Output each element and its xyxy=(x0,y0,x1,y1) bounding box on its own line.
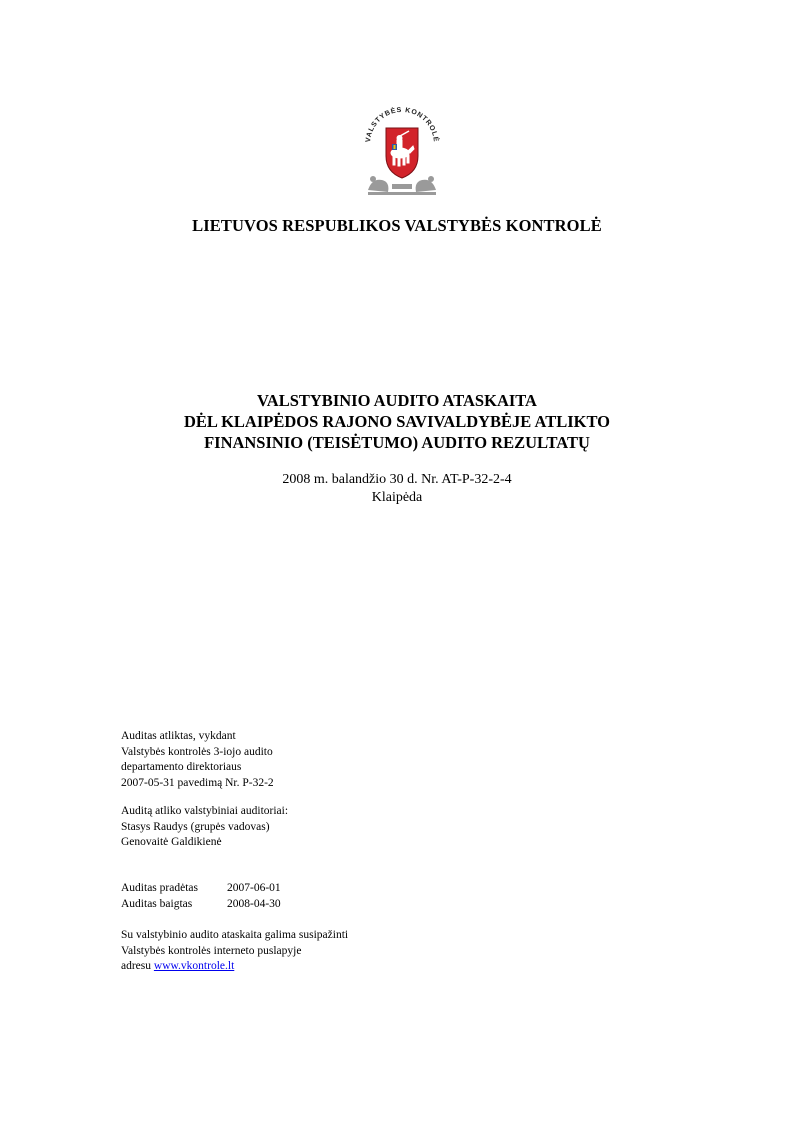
info-line: Genovaitė Galdikienė xyxy=(121,836,222,848)
audit-end-label: Auditas baigtas xyxy=(121,897,193,910)
report-title xyxy=(0,390,794,453)
address-line xyxy=(121,959,348,975)
info-line: Valstybės kontrolės 3-iojo audito xyxy=(121,745,273,758)
emblem-arc-text: VALSTYBĖS KONTROLĖ xyxy=(364,106,440,143)
emblem-graphic xyxy=(362,106,442,198)
info-line: departamento direktoriaus xyxy=(121,761,242,773)
coat-of-arms-icon xyxy=(362,106,442,198)
report-meta xyxy=(0,471,794,507)
audit-dates xyxy=(121,881,281,912)
report-title-line: DĖL KLAIPĖDOS RAJONO SAVIVALDYBĖJE ATLIKTO xyxy=(183,412,611,431)
organization-name: LIETUVOS RESPUBLIKOS VALSTYBĖS KONTROLĖ xyxy=(192,216,602,235)
info-line: Stasys Raudys (grupės vadovas) xyxy=(121,820,270,833)
report-title-line: VALSTYBINIO AUDITO ATASKAITA xyxy=(257,391,537,410)
report-date-number: 2008 m. balandžio 30 d. Nr. AT-P-32-2-4 xyxy=(282,472,512,487)
auditors-list xyxy=(121,804,288,851)
info-line: Valstybės kontrolės interneto puslapyje xyxy=(121,944,302,957)
report-availability xyxy=(121,928,348,975)
audit-start-label: Auditas pradėtas xyxy=(121,882,198,894)
audit-assignment xyxy=(121,729,274,791)
report-title-line: FINANSINIO (TEISĖTUMO) AUDITO REZULTATŲ xyxy=(204,433,590,452)
audit-start-row xyxy=(121,881,281,897)
audit-end-date: 2008-04-30 xyxy=(227,897,281,910)
audit-end-row xyxy=(121,897,281,913)
info-line: Su valstybinio audito ataskaita galima susipažinti xyxy=(121,929,349,941)
info-line: Auditą atliko valstybiniai auditoriai: xyxy=(121,805,289,817)
audit-start-date: 2007-06-01 xyxy=(227,882,281,894)
info-line: 2007-05-31 pavedimą Nr. P-32-2 xyxy=(121,776,274,789)
info-line: Auditas atliktas, vykdant xyxy=(121,730,236,742)
address-prefix: adresu xyxy=(121,960,154,972)
website-link[interactable]: www.vkontrole.lt xyxy=(153,960,235,972)
report-place: Klaipėda xyxy=(371,490,423,505)
